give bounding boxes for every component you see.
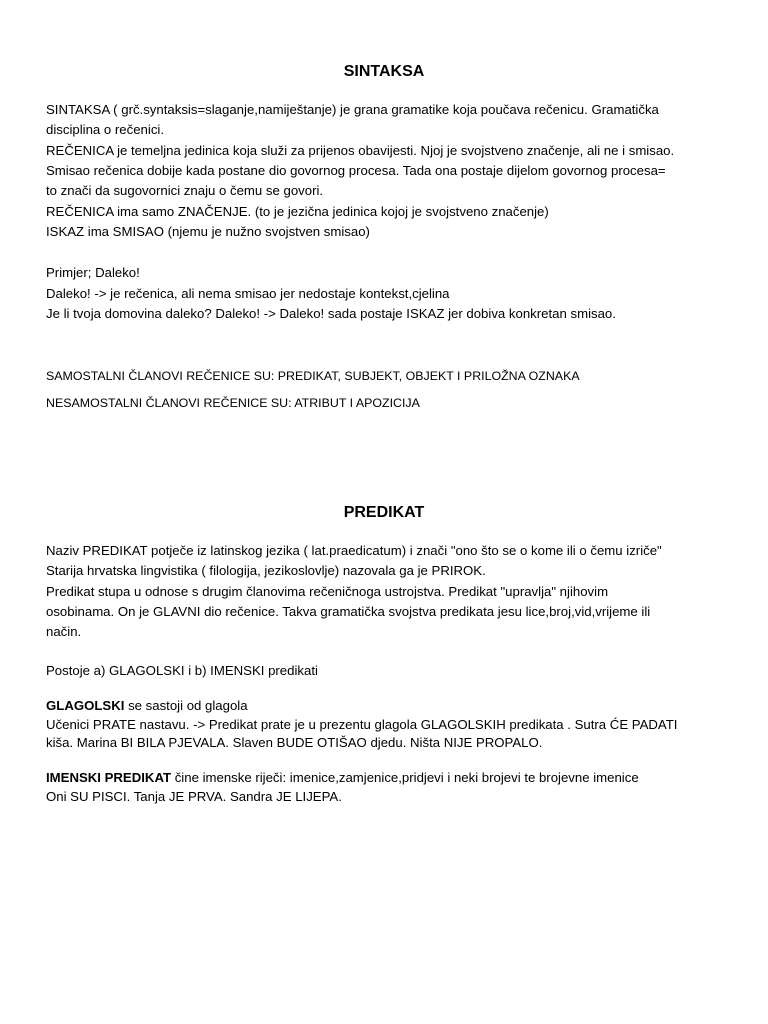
sintaksa-line-5: to znači da sugovornici znaju o čemu se govori. (46, 183, 324, 198)
predikat-line-4: osobinama. On je GLAVNI dio rečenice. Takva gramatička svojstva predikata jesu lice,broj,vid,vrijeme ili (46, 604, 651, 619)
example-line-3: Je li tvoja domovina daleko? Daleko! -> Daleko! sada postaje ISKAZ jer dobiva konkretan smisao. (46, 306, 616, 321)
predikat-line-5: način. (46, 624, 82, 639)
glagolski-definition (46, 696, 726, 716)
glagolski-example-1: Učenici PRATE nastavu. -> Predikat prate je u prezentu glagola GLAGOLSKIH predikata . Sutra ĆE PADATI (46, 717, 678, 732)
predikat-line-2: Starija hrvatska lingvistika ( filologija, jezikoslovlje) nazovala ga je PRIROK. (46, 563, 486, 578)
imenski-label: IMENSKI PREDIKAT (46, 770, 172, 785)
sintaksa-line-2: disciplina o rečenici. (46, 122, 165, 137)
predikat-line-1: Naziv PREDIKAT potječe iz latinskog jezika ( lat.praedicatum) i znači "ono što se o kome ili o čemu izriče" (46, 543, 662, 558)
glagolski-label: GLAGOLSKI (46, 698, 125, 713)
nesamostalni-clanovi: NESAMOSTALNI ČLANOVI REČENICE SU: ATRIBUT I APOZICIJA (46, 396, 420, 410)
sintaksa-line-6: REČENICA ima samo ZNAČENJE. (to je jezična jedinica kojoj je svojstveno značenje) (46, 204, 549, 219)
example-line-1: Primjer; Daleko! (46, 265, 140, 280)
predikat-title: PREDIKAT (343, 504, 425, 521)
sintaksa-line-4: Smisao rečenica dobije kada postane dio govornog procesa. Tada ona postaje dijelom govornog procesa= (46, 163, 666, 178)
postoje-line: Postoje a) GLAGOLSKI i b) IMENSKI predikati (46, 663, 318, 678)
sintaksa-line-7: ISKAZ ima SMISAO (njemu je nužno svojstven smisao) (46, 224, 370, 239)
sintaksa-line-3: REČENICA je temeljna jedinica koja služi za prijenos obavijesti. Njoj je svojstveno značenje, ali ne i smisao. (46, 143, 675, 158)
imenski-example: Oni SU PISCI. Tanja JE PRVA. Sandra JE LIJEPA. (46, 789, 342, 804)
sintaksa-title: SINTAKSA (343, 63, 425, 80)
sintaksa-line-1: SINTAKSA ( grč.syntaksis=slaganje,namiještanje) je grana gramatike koja poučava rečenicu. Gramatička (46, 102, 659, 117)
glagolski-rest: se sastoji od glagola (124, 698, 248, 713)
imenski-definition (46, 768, 726, 788)
predikat-line-3: Predikat stupa u odnose s drugim članovima rečeničnoga ustrojstva. Predikat "upravlja" njihovim (46, 584, 609, 599)
samostalni-clanovi: SAMOSTALNI ČLANOVI REČENICE SU: PREDIKAT, SUBJEKT, OBJEKT I PRILOŽNA OZNAKA (46, 369, 580, 383)
glagolski-example-2: kiša. Marina BI BILA PJEVALA. Slaven BUDE OTIŠAO djedu. Ništa NIJE PROPALO. (46, 735, 543, 750)
imenski-rest: čine imenske riječi: imenice,zamjenice,pridjevi i neki brojevi te brojevne imenice (171, 770, 639, 785)
example-line-2: Daleko! -> je rečenica, ali nema smisao jer nedostaje kontekst,cjelina (46, 286, 450, 301)
